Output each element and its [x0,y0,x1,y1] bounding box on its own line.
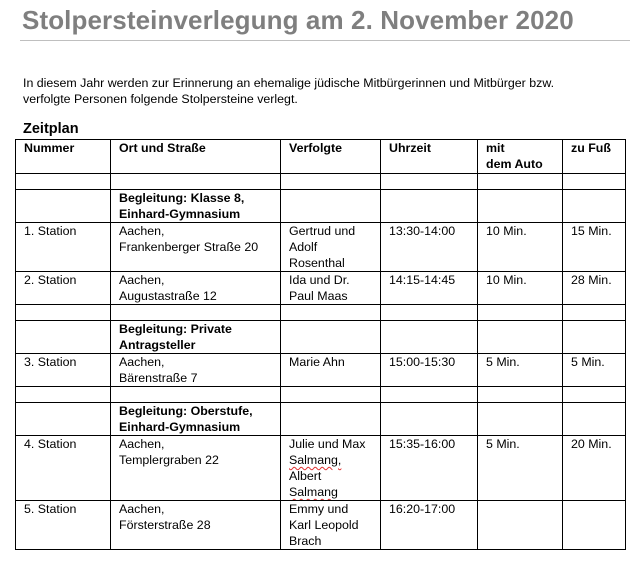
begleitung-2-line-2: Antragsteller [119,338,196,352]
station-verfolgte [281,436,381,501]
station-fuss [563,501,626,550]
ort-line: Aachen, [119,502,165,516]
station-nummer: 5. Station [16,501,111,550]
verfolgte-line: Brach [289,534,322,548]
station-verfolgte [281,223,381,272]
ort-line: Försterstraße 28 [119,518,211,532]
header-ort: Ort und Straße [111,140,281,174]
begleitung-3 [111,403,281,436]
section-title-zeitplan: Zeitplan [23,121,79,137]
verfolgte-line: Julie und Max [289,437,366,451]
schedule-table [15,139,626,550]
begleitung-1-line-2: Einhard-Gymnasium [119,207,241,221]
station-uhrzeit: 15:35-16:00 [381,436,478,501]
header-verfolgte: Verfolgte [281,140,381,174]
header-auto-line-2: dem Auto [486,157,543,171]
verfolgte-line: Karl Leopold [289,518,359,532]
verfolgte-line: Salmang [289,485,338,499]
ort-line: Augustastraße 12 [119,289,217,303]
header-auto-line-1: mit [486,141,505,155]
station-uhrzeit: 15:00-15:30 [381,354,478,387]
station-ort [111,354,281,387]
table-row [16,501,626,550]
ort-line: Aachen, [119,437,165,451]
verfolgte-line: Emmy und [289,502,349,516]
station-nummer: 2. Station [16,272,111,305]
ort-line: Aachen, [119,273,165,287]
ort-line: Aachen, [119,355,165,369]
verfolgte-line: Rosenthal [289,256,345,270]
table-row [16,436,626,501]
station-auto: 5 Min. [478,436,563,501]
table-row-begleitung [16,190,626,223]
verfolgte-line: Paul Maas [289,289,348,303]
station-uhrzeit: 14:15-14:45 [381,272,478,305]
begleitung-2-line-1: Begleitung: Private [119,322,232,336]
station-ort [111,436,281,501]
station-verfolgte [281,354,381,387]
header-mit-dem-auto [478,140,563,174]
station-ort [111,501,281,550]
intro-paragraph [23,75,623,107]
station-verfolgte [281,501,381,550]
verfolgte-line: Ida und Dr. [289,273,350,287]
station-fuss: 28 Min. [563,272,626,305]
ort-line: Templergraben 22 [119,453,219,467]
verfolgte-line: Albert [289,469,322,483]
intro-line-2: verfolgte Personen folgende Stolpersteine verlegt. [23,92,298,106]
table-row-empty [16,387,626,403]
station-uhrzeit: 16:20-17:00 [381,501,478,550]
table-row-empty [16,174,626,190]
header-uhrzeit: Uhrzeit [381,140,478,174]
station-uhrzeit: 13:30-14:00 [381,223,478,272]
station-nummer: 4. Station [16,436,111,501]
verfolgte-line: Gertrud und [289,224,356,238]
title-underline [20,40,630,41]
verfolgte-line: Marie Ahn [289,355,345,369]
document-title: Stolpersteinverlegung am 2. November 2020 [22,5,574,35]
header-zu-fuss: zu Fuß [563,140,626,174]
table-header-row [16,140,626,174]
station-ort [111,223,281,272]
station-fuss: 20 Min. [563,436,626,501]
ort-line: Aachen, [119,224,165,238]
header-nummer: Nummer [16,140,111,174]
begleitung-1 [111,190,281,223]
verfolgte-line: Adolf [289,240,318,254]
ort-line: Bärenstraße 7 [119,371,198,385]
intro-line-1: In diesem Jahr werden zur Erinnerung an ehemalige jüdische Mitbürgerinnen und Mitbürger bzw. [23,76,555,90]
begleitung-3-line-1: Begleitung: Oberstufe, [119,404,253,418]
ort-line: Frankenberger Straße 20 [119,240,259,254]
station-verfolgte [281,272,381,305]
begleitung-3-line-2: Einhard-Gymnasium [119,420,241,434]
station-auto: 5 Min. [478,354,563,387]
table-row-begleitung [16,321,626,354]
station-auto: 10 Min. [478,272,563,305]
station-fuss: 5 Min. [563,354,626,387]
station-nummer: 3. Station [16,354,111,387]
table-row [16,272,626,305]
table-row [16,354,626,387]
station-nummer: 1. Station [16,223,111,272]
begleitung-1-line-1: Begleitung: Klasse 8, [119,191,245,205]
begleitung-2 [111,321,281,354]
station-auto [478,501,563,550]
table-row-empty [16,305,626,321]
table-row-begleitung [16,403,626,436]
verfolgte-line: Salmang, [289,453,342,467]
station-auto: 10 Min. [478,223,563,272]
station-ort [111,272,281,305]
table-row [16,223,626,272]
station-fuss: 15 Min. [563,223,626,272]
